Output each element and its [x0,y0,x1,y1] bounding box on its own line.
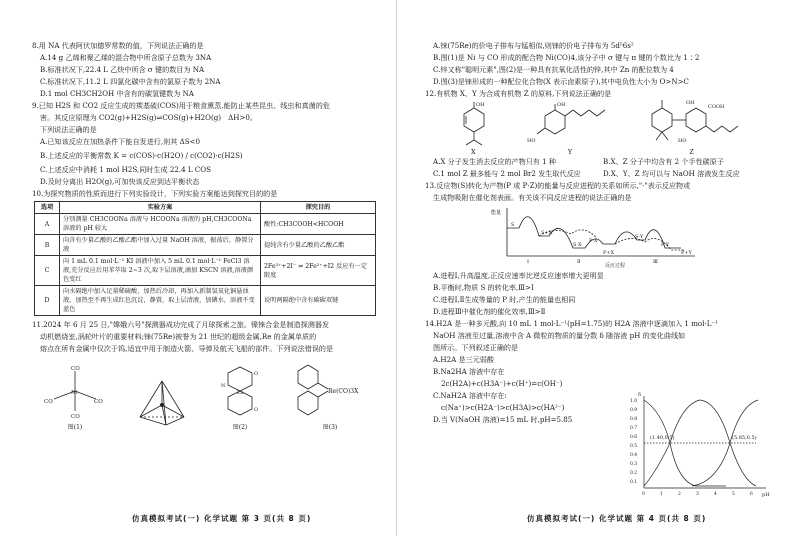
table-cell-goal: 酸性:CH3COOH<HCOOH [261,214,376,235]
question-11-options [425,40,780,88]
table-row [35,214,376,235]
question-13 [425,180,780,318]
q13-stem-line1: 13.反应物(S)转化为产物(P 或 P·Z)的能量与反应进程的关系如所示,"·"表示反应物或 [425,181,691,190]
table-header-goal: 探究目的 [261,202,376,214]
path-label-3: Ⅲ [653,259,658,265]
q14-option-c: C.NaH2A 溶液中存在: [433,391,507,400]
q9-stem-line1: 9.已知 H2S 和 CO2 反应生成的羰基硫(COS)用于粮食熏蒸,能防止某些昆虫、线虫和真菌的危 [32,101,330,110]
x-tick: 0 [642,492,645,497]
y-tick: 0.6 [630,435,638,440]
q14-option-c-eq: c(Na⁺)>c(H2A⁻)>c(H3A)>c(HA²⁻) [441,403,565,412]
q11-option-a: A.铼(75Re)的价电子排布与锰相似,则铼的价电子排布为 5d⁵6s² [433,41,634,50]
q13-option-b: B.平衡时,物质 S 的转化率,Ⅲ>Ⅰ [433,283,534,292]
q14-option-d: D.当 V(NaOH 溶液)=15 mL 时,pH=5.85 [433,415,573,424]
figure-2-caption: 图(2) [232,424,248,431]
q14-stem-line2: NaOH 溶液至过量,溶液中含 A 微粒的物质的量分数 δ 随溶液 pH 的变化曲线如 [433,331,686,340]
table-header-row [35,202,376,214]
molecule-x-structure [448,100,498,148]
q9-stem-line2: 害。其反应原理为 CO2(g)+H2S(g)⇌COS(g)+H2O(g) ΔH>0。 [40,113,258,122]
zinc-complex-structure [216,363,264,421]
molecule-y [525,100,615,156]
figure-3-caption: 图(3) [322,424,338,431]
x-tick: 2 [678,492,681,497]
ni-atom-label: Ni [71,390,78,396]
molecule-x [448,100,498,156]
q8-option-b: B.标准状况下,22.4 L 乙炔中所含 σ 键的数目为 NA [40,65,205,74]
rhenium-complex-structure [288,359,372,421]
label-s-dot-x: S·X [573,242,582,248]
q11-figures [42,355,372,431]
question-11 [32,319,387,431]
q13-option-d: D.进程Ⅲ中催化剂的催化效率,Ⅲ>Ⅱ [433,307,546,316]
re-complex-label: Re(CO)3X [328,388,359,395]
co-ligand-label: CO [44,399,53,405]
hydroxyl-label: OH [476,102,485,108]
q11-stem-line1: 11.2024 年 6 月 25 日,"嫦娥六号"探测器成功完成了月球探索之旅。镍铼合金是制造探测器发 [32,320,330,329]
table-cell-option: B [35,235,60,256]
y-tick: 0.3 [630,462,638,467]
carboxyl-label: COOH [707,104,725,110]
figure-3 [288,359,372,431]
nickel-carbonyl-structure [42,363,108,421]
q8-option-c: C.标准状况下,11.2 L 四氯化碳中含有的氯原子数为 2NA [40,77,221,86]
table-header-option: 选项 [35,202,60,214]
q11-option-d: D.图(3)是铼形成的一种配位化合物(X 表示卤素原子),其中电负性大小为 O>N>C [433,77,689,86]
molecule-z-label: Z [689,148,694,156]
table-cell-option: C [35,256,60,286]
figure-2 [216,363,264,431]
q10-stem: 10.为探究物质的性质而进行下列实验设计，下列实验方案能达到探究目的的是 [32,189,278,198]
x-tick: 4 [714,492,717,497]
label-s: S [511,222,515,228]
table-cell-goal: 说明两隔绝中含有碳碳双键 [261,286,376,316]
q9-stem-line3: 下列说法正确的是 [40,125,97,134]
q14-stem-line1: 14.H2A 是一种多元酸,向 10 mL 1 mol·L⁻¹(pH=1.75)的 H2A 溶液中逐滴加入 1 mol·L⁻¹ [425,319,719,328]
reaction-axis-label: 反应过程 [605,263,626,268]
y-tick: 0.7 [630,426,638,431]
q8-option-d: D.1 mol CH3CH2OH 中含有的碳氢键数为 NA [40,89,194,98]
q12-option-d: D.X、Y、Z 均可以与 NaOH 溶液发生反应 [603,169,740,178]
table-header-plan: 实验方案 [60,202,261,214]
oxygen-label: O [254,371,259,377]
table-cell-option: A [35,214,60,235]
table-cell-plan: 向水隔绝中加入足量稀硫酸，加热后冷却，再加入新制氢氧化铜悬浊液，加热至不再生成红色沉淀，静置，取上层清液，加碘水，溶液不变蓝色 [60,286,261,316]
molecule-x-label: X [471,148,476,156]
molecule-z [642,96,742,156]
right-page-footer: 仿真模拟考试(一) 化学试题 第 4 页(共 8 页) [527,514,707,523]
table-cell-goal: 提纯含有少量乙酸的乙酸乙酯 [261,235,376,256]
hydroxyl-label: HO [526,138,536,144]
q9-option-d: D.及时分离出 H2O(g),可加快该反应到达平衡状态 [40,177,200,186]
q12-molecules [435,100,755,156]
x-tick: 6 [750,492,753,497]
q13-stem-line2: 生成物吸附在催化剂表面。有关该不同反应进程的说法正确的是 [433,193,632,202]
table-cell-option: D [35,286,60,316]
y-tick: 0.2 [630,471,638,476]
figure-1-caption: 图(1) [67,424,83,431]
table-cell-plan: 向含有少量乙酸的乙酸乙酯中加入过量 NaOH 溶液，振荡后，静置分液 [60,235,261,256]
q11-option-b: B.图(1)是 Ni 与 CO 形成的配合物 Ni(CO)4,该分子中 σ 键与 π 键的个数比为 1∶2 [433,53,700,62]
delta-axis-label: δ [638,392,642,398]
question-9 [32,100,387,188]
label-p-plus-y: P+Y [681,250,692,256]
energy-profile [485,204,705,268]
label-s-plus-x: S+X [541,230,553,236]
hydroxyl-label: OH [685,100,695,106]
y-tick: 1.0 [630,399,638,404]
q14-stem-line3: 图所示。下列叙述正确的是 [433,343,519,352]
question-8 [32,40,387,100]
y-tick: 0.9 [630,408,638,413]
q12-option-a: A.X 分子发生消去反应的产物只有 1 种 [433,157,557,166]
energy-axis-label: 能量 [491,210,502,216]
q8-stem: 8.用 NA 代表阿伏加德罗常数的值，下列说法正确的是 [32,41,204,50]
left-page-footer: 仿真模拟考试(一) 化学试题 第 3 页(共 8 页) [132,514,312,523]
path-label-2: Ⅱ [577,259,581,265]
y-tick: 0.4 [630,453,638,458]
q11-stem-line3: 熔点在所有金属中仅次于钨,适宜中用于制造火箭、导弹及航天飞船的部件。下列说法错误的是 [40,344,334,353]
x-tick: 3 [696,492,699,497]
molecule-z-structure [642,96,742,148]
tetrahedral-structure [132,373,192,431]
nitrogen-label: N [221,383,226,389]
table-row [35,235,376,256]
q13-option-a: A.进程Ⅰ,升高温度,正反应速率比逆反应速率增大更明显 [433,271,604,280]
figure-1b [132,373,192,431]
table-cell-plan: 分别测量 CH3COONa 溶液与 HCOONa 溶液的 pH,CH3COONa 溶液的 pH 较大 [60,214,261,235]
molecule-y-structure [525,100,615,148]
q14-option-b-eq: 2c(H2A)+c(H3A⁻)+c(H⁺)=c(OH⁻) [441,379,563,388]
table-cell-plan: 向 1 mL 0.1 mol·L⁻¹ KI 溶液中加入 5 mL 0.1 mol·L⁻¹ FeCl3 溶液,充分反应后用苯萃取 2~3 次,取下层溶液,滴加 KSCN 溶液,溶液颜色变红 [60,256,261,286]
q8-option-a: A.14 g 乙烯和聚乙烯的混合物中所含原子总数为 3NA [40,53,212,62]
label-s-dot-y: S·Y [635,234,644,240]
label-p-dot-x: P·X [589,238,598,244]
table-cell-goal: 2Fe³⁺+2I⁻ ⇌ 2Fe²⁺+I2 反应有一定限度 [261,256,376,286]
label-p-dot-y: P·Y [661,242,670,248]
table-row [35,286,376,316]
ph-axis-label: pH [762,492,770,498]
question-12 [425,88,780,180]
q13-energy-diagram [485,204,780,270]
q12-option-c: C.1 mol Z 最多能与 2 mol Br2 发生取代反应 [433,169,581,178]
table-row [35,256,376,286]
y-tick-labels [630,398,637,485]
q13-option-c: C.进程Ⅰ,Ⅱ生成等量的 P 时,产生的能量也相同 [433,295,576,304]
q14-option-b: B.Na2HA 溶液中存在 [433,367,505,376]
x-tick-labels [642,491,753,497]
oxygen-label: O [254,407,259,413]
label-p-plus-x: P+X [603,250,615,256]
path-label-1: Ⅰ [527,259,529,265]
hydroxyl-label: HO [677,138,687,144]
q14-distribution-chart [626,392,776,506]
q9-option-b: B.上述反应的平衡常数 K = c(COS)·c(H2O) / c(CO2)·c(H2S) [40,151,243,160]
distribution-curve [626,392,776,502]
question-10 [32,188,387,316]
x-tick: 1 [660,492,663,497]
q12-option-b: B.X、Z 分子中均含有 2 个手性碳原子 [603,157,724,166]
q10-table [34,201,376,316]
point-label-1: (1.40,0.5) [650,435,675,441]
hydroxyl-label: OH [556,102,566,108]
q12-stem: 12.有机物 X、Y 为合成有机物 Z 的原料,下列说法正确的是 [425,89,612,98]
co-ligand-label: CO [71,414,80,420]
co-ligand-label: CO [71,366,80,372]
q11-option-c: C.锌又称"聪明元素",图(2)是一种具有抗氧化活性的锌,其中 Zn 的配位数为 4 [433,65,674,74]
y-tick: 0.5 [630,444,638,449]
q11-stem-line2: 动机燃烧室,涡轮叶片的重要材料;铼(75Re)被誉为 21 世纪的超级金属,Re 的金属单质的 [40,332,317,341]
x-tick: 5 [732,492,735,497]
point-label-2: (5.85,0.5) [732,435,757,441]
y-tick: 0.8 [630,417,638,422]
zn-label: Zn [237,390,244,396]
y-tick: 0.1 [630,480,638,485]
q14-option-a: A.H2A 是三元弱酸 [433,355,494,364]
figure-1 [42,363,108,431]
molecule-y-label: Y [567,148,573,156]
q9-option-a: A.已知该反应在加热条件下能自发进行,则其 ΔS<0 [40,137,201,146]
co-ligand-label: CO [94,399,103,405]
q9-option-c: C.上述反应中消耗 1 mol H2S,同时生成 22.4 L COS [40,165,211,174]
